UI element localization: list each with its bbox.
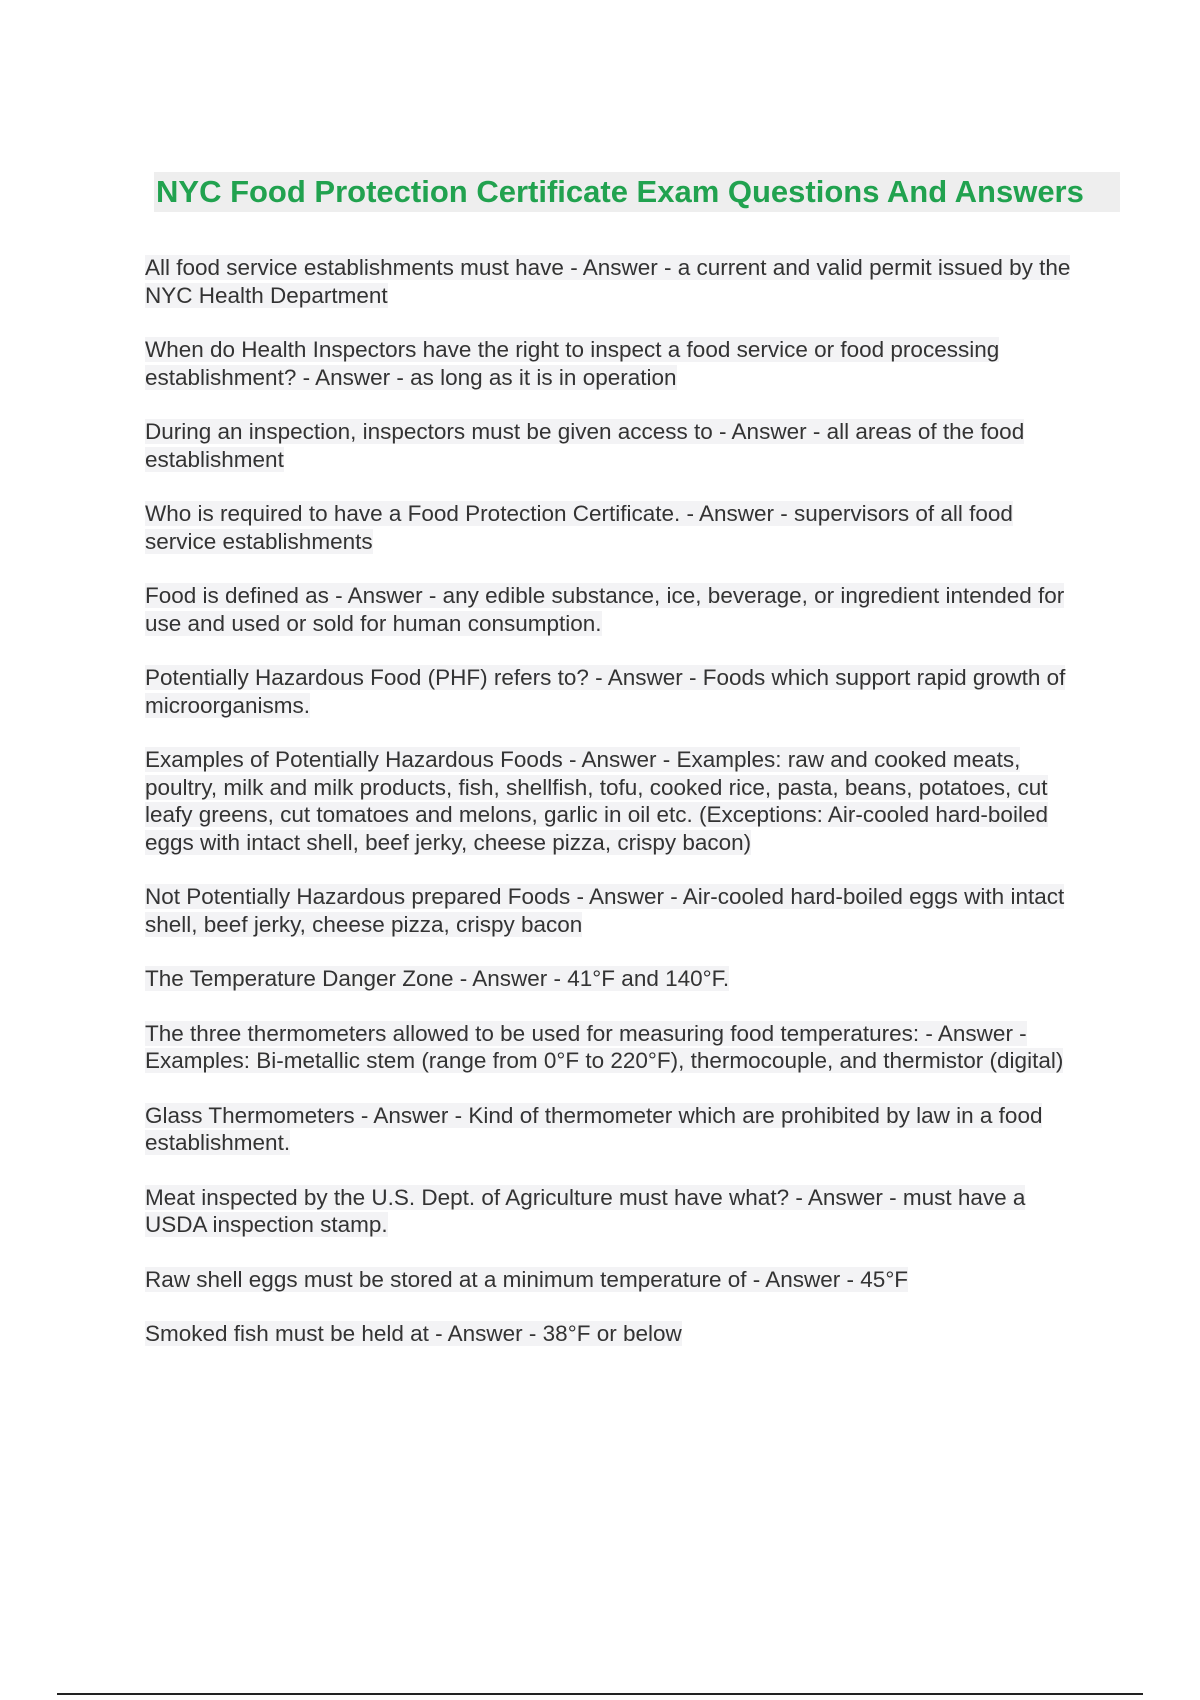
qa-item: [145, 965, 1090, 993]
qa-item: [145, 1266, 1090, 1294]
qa-item-text: Who is required to have a Food Protection Certificate. - Answer - supervisors of all food service establishments: [145, 501, 1013, 554]
qa-item: [145, 254, 1090, 309]
qa-item-text: The three thermometers allowed to be used for measuring food temperatures: - Answer - Examples: Bi-metallic stem (range from 0°F to 220°F), thermocouple, and thermistor (digital): [145, 1020, 1064, 1073]
qa-item: [145, 883, 1090, 938]
qa-item: [145, 1102, 1090, 1157]
qa-item-text: Smoked fish must be held at - Answer - 38°F or below: [145, 1321, 682, 1346]
qa-item-text: All food service establishments must have - Answer - a current and valid permit issued by the NYC Health Department: [145, 255, 1071, 308]
qa-item-text: Not Potentially Hazardous prepared Foods - Answer - Air-cooled hard-boiled eggs with intact shell, beef jerky, cheese pizza, crispy bacon: [145, 884, 1065, 937]
qa-item: [145, 746, 1090, 856]
qa-item-text: The Temperature Danger Zone - Answer - 41°F and 140°F.: [145, 966, 730, 991]
qa-item-text: During an inspection, inspectors must be given access to - Answer - all areas of the food establishment: [145, 419, 1025, 472]
qa-item-text: When do Health Inspectors have the right to inspect a food service or food processing establishment? - Answer - as long as it is in operation: [145, 337, 1000, 390]
qa-item-text: Raw shell eggs must be stored at a minimum temperature of - Answer - 45°F: [145, 1266, 909, 1292]
title-highlight: [154, 172, 1120, 212]
qa-item: [145, 1320, 1090, 1348]
qa-item-text: Glass Thermometers - Answer - Kind of thermometer which are prohibited by law in a food establishment.: [145, 1102, 1043, 1155]
qa-item: [145, 418, 1090, 473]
qa-item: [145, 582, 1090, 637]
qa-item-text: Potentially Hazardous Food (PHF) refers to? - Answer - Foods which support rapid growth of microorganisms.: [145, 665, 1066, 718]
qa-item: [145, 664, 1090, 719]
footer-rule: [57, 1693, 1143, 1695]
qa-item: [145, 1184, 1090, 1239]
qa-item-text: Food is defined as - Answer - any edible substance, ice, beverage, or ingredient intended for use and used or sold for human consumption.: [145, 583, 1065, 636]
qa-item: [145, 500, 1090, 555]
qa-list: [145, 254, 1090, 1375]
qa-item-text: Meat inspected by the U.S. Dept. of Agriculture must have what? - Answer - must have a USDA inspection stamp.: [145, 1184, 1026, 1237]
qa-item: [145, 336, 1090, 391]
qa-item-text: Examples of Potentially Hazardous Foods - Answer - Examples: raw and cooked meats, poultry, milk and milk products, fish, shellfish, tofu, cooked rice, pasta, beans, potatoes, cut leafy greens, cut tomatoes and melons, garlic in oil etc. (Exceptions: Air-cooled hard-boiled eggs with intact shell, beef jerky, cheese pizza, crispy bacon): [145, 747, 1048, 855]
document-title: NYC Food Protection Certificate Exam Questions And Answers: [156, 174, 1084, 209]
qa-item: [145, 1020, 1090, 1075]
